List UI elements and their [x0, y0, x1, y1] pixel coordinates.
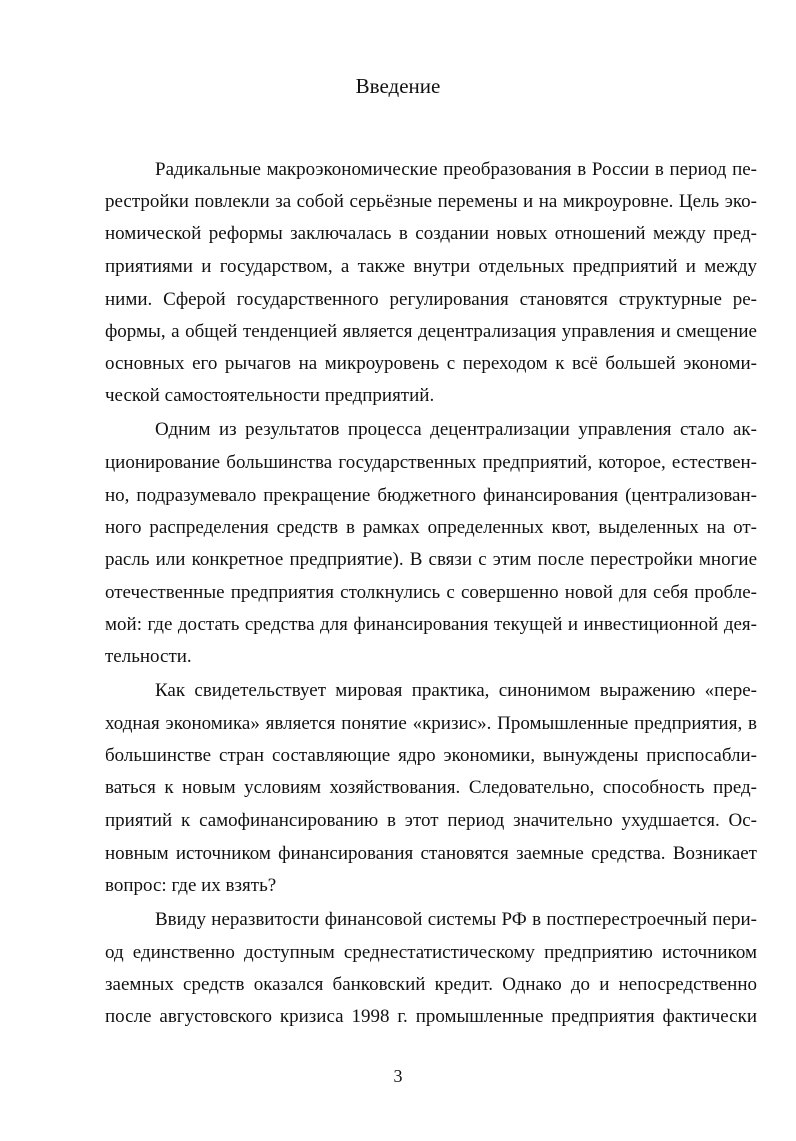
paragraph-3-line-1: Как свидетельствует мировая практика, синонимом выражению «пере- — [155, 680, 757, 701]
paragraph-2-line-1: Одним из результатов процесса децентрализации управления стало ак- — [155, 419, 757, 440]
paragraph-2-line-3: но, подразумевало прекращение бюджетного финансирования (централизован- — [105, 485, 757, 506]
paragraph-1-line-8: ческой самостоятельности предприятий. — [105, 385, 435, 406]
paragraph-1-line-5: ними. Сферой государственного регулирования становятся структурные ре- — [105, 289, 757, 310]
paragraph-1-line-2: рестройки повлекли за собой серьёзные перемены и на микроуровне. Цель эко- — [105, 191, 757, 212]
paragraph-1-line-1: Радикальные макроэкономические преобразования в России в период пе- — [155, 159, 757, 180]
page-title: Введение — [355, 74, 441, 98]
paragraph-1-line-4: приятиями и государством, а также внутри отдельных предприятий и между — [105, 256, 757, 277]
paragraph-4-line-2: од единственно доступным среднестатистическому предприятию источником — [105, 942, 757, 963]
paragraph-4-line-4: после августовского кризиса 1998 г. промышленные предприятия фактически — [105, 1006, 757, 1027]
paragraph-3-line-7: вопрос: где их взять? — [105, 875, 277, 896]
paragraph-3-line-3: большинстве стран составляющие ядро экономики, вынуждены приспосабли- — [105, 745, 757, 766]
paragraph-2-line-5: расль или конкретное предприятие). В связи с этим после перестройки многие — [105, 549, 757, 570]
paragraph-3-line-4: ваться к новым условиям хозяйствования. Следовательно, способность пред- — [105, 777, 757, 798]
paragraph-2-line-7: мой: где достать средства для финансирования текущей и инвестиционной дея- — [105, 614, 757, 635]
paragraph-1-line-7: основных его рычагов на микроуровень с переходом к всё большей экономи- — [105, 353, 757, 374]
page-number: 3 — [393, 1066, 403, 1086]
paragraph-2-line-6: отечественные предприятия столкнулись с совершенно новой для себя пробле- — [105, 582, 757, 603]
paragraph-4-line-1: Ввиду неразвитости финансовой системы РФ в постперестроечный пери- — [155, 909, 757, 930]
paragraph-1-line-3: номической реформы заключалась в создании новых отношений между пред- — [105, 223, 757, 244]
paragraph-4-line-3: заемных средств оказался банковский кредит. Однако до и непосредственно — [105, 974, 757, 995]
paragraph-3-line-5: приятий к самофинансированию в этот период значительно ухудшается. Ос- — [105, 810, 757, 831]
paragraph-3-line-6: новным источником финансирования становятся заемные средства. Возникает — [105, 843, 757, 864]
paragraph-2-line-2: ционирование большинства государственных предприятий, которое, естествен- — [105, 452, 757, 473]
paragraph-2-line-8: тельности. — [105, 646, 192, 667]
paragraph-3-line-2: ходная экономика» является понятие «кризис». Промышленные предприятия, в — [105, 713, 757, 734]
paragraph-2-line-4: ного распределения средств в рамках определенных квот, выделенных на от- — [105, 517, 757, 538]
paragraph-1-line-6: формы, а общей тенденцией является децентрализация управления и смещение — [105, 321, 757, 342]
